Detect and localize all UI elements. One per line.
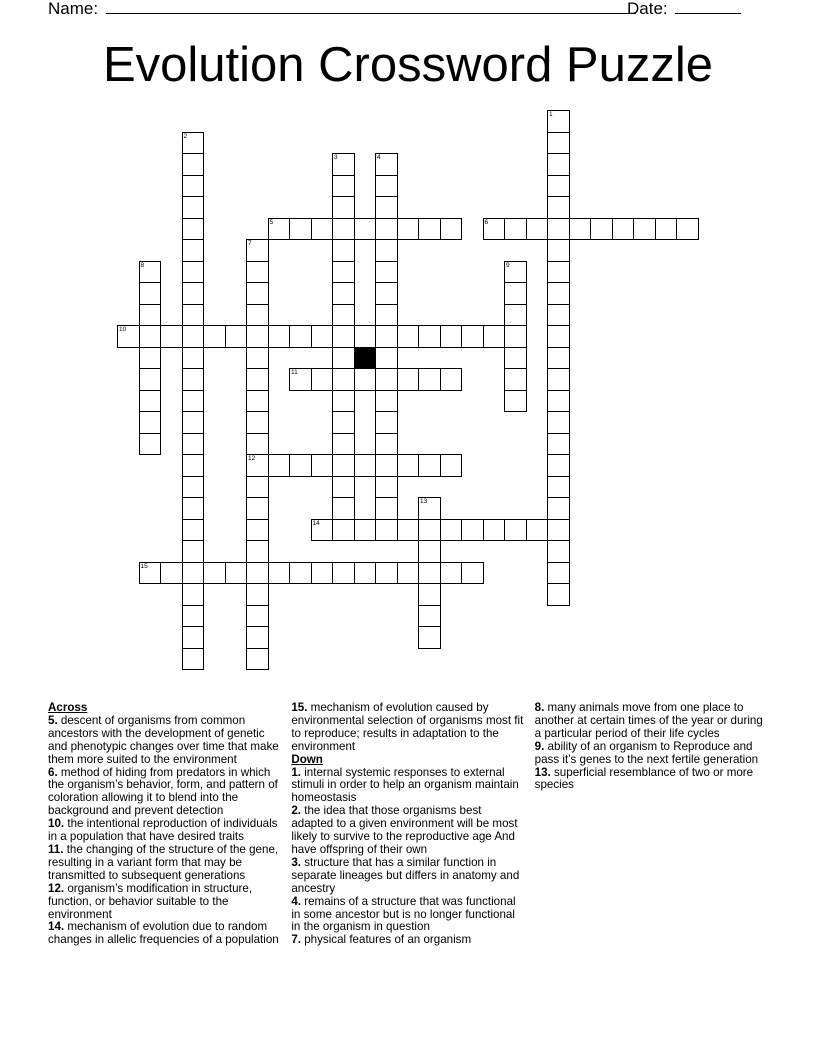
grid-cell[interactable] bbox=[225, 325, 248, 348]
grid-cell[interactable] bbox=[182, 540, 205, 563]
grid-cell[interactable] bbox=[375, 562, 398, 585]
clue-number: 15 bbox=[140, 562, 148, 570]
grid-cell[interactable] bbox=[246, 648, 269, 671]
clue-number: 9 bbox=[506, 261, 510, 269]
across-clue bbox=[48, 883, 281, 922]
grid-cell[interactable] bbox=[547, 411, 570, 434]
grid-cell[interactable] bbox=[332, 282, 355, 305]
grid-cell[interactable] bbox=[547, 540, 570, 563]
grid-cell[interactable] bbox=[182, 648, 205, 671]
grid-cell[interactable] bbox=[182, 626, 205, 649]
grid-cell[interactable] bbox=[397, 562, 420, 585]
grid-cell[interactable] bbox=[182, 433, 205, 456]
grid-cell[interactable] bbox=[182, 454, 205, 477]
clues-section bbox=[48, 702, 768, 962]
clue-number: 5. bbox=[48, 713, 58, 727]
clue-number: 4 bbox=[377, 154, 381, 161]
grid-cell[interactable] bbox=[182, 175, 205, 198]
grid-cell[interactable] bbox=[547, 218, 570, 241]
grid-cell[interactable] bbox=[182, 153, 205, 176]
grid-cell[interactable] bbox=[504, 261, 527, 284]
grid-cell[interactable] bbox=[504, 304, 527, 327]
grid-cell[interactable] bbox=[117, 325, 140, 348]
grid-cell[interactable] bbox=[375, 411, 398, 434]
grid-cell[interactable] bbox=[354, 562, 377, 585]
grid-cell[interactable] bbox=[547, 583, 570, 606]
clue-text: method of hiding from predators in which the organism’s behavior, form, and pattern of coloration allowing it to blend into the background and prevent detection bbox=[48, 765, 278, 818]
clue-number: 4. bbox=[291, 894, 301, 908]
grid-cell[interactable] bbox=[139, 390, 162, 413]
grid-cell[interactable] bbox=[139, 433, 162, 456]
grid-cell[interactable] bbox=[182, 261, 205, 284]
clue-number: 12. bbox=[48, 881, 65, 895]
grid-cell[interactable] bbox=[182, 304, 205, 327]
grid-cell[interactable] bbox=[418, 454, 441, 477]
grid-cell[interactable] bbox=[246, 454, 269, 477]
grid-cell[interactable] bbox=[418, 540, 441, 563]
grid-cell[interactable] bbox=[139, 347, 162, 370]
grid-cell[interactable] bbox=[547, 390, 570, 413]
clue-number: 8 bbox=[140, 261, 145, 269]
grid-cell[interactable] bbox=[246, 476, 269, 499]
grid-cell[interactable] bbox=[397, 454, 420, 477]
grid-cell[interactable] bbox=[182, 218, 205, 241]
grid-cell[interactable] bbox=[375, 325, 398, 348]
grid-cell[interactable] bbox=[139, 282, 162, 305]
grid-cell[interactable] bbox=[182, 476, 205, 499]
grid-cell[interactable] bbox=[375, 497, 398, 520]
grid-cell[interactable] bbox=[440, 562, 463, 585]
grid-cell[interactable] bbox=[547, 110, 570, 133]
grid-cell[interactable] bbox=[418, 497, 441, 520]
grid-cell[interactable] bbox=[504, 218, 527, 241]
grid-cell[interactable] bbox=[332, 519, 355, 542]
across-clue bbox=[48, 921, 281, 947]
grid-cell[interactable] bbox=[182, 605, 205, 628]
clue-text: internal systemic responses to external stimuli in order to help an organism maintain homeostasis bbox=[291, 765, 519, 805]
grid-cell[interactable] bbox=[332, 153, 355, 176]
down-clue bbox=[291, 896, 524, 935]
grid-cell[interactable] bbox=[375, 433, 398, 456]
grid-cell[interactable] bbox=[246, 411, 269, 434]
grid-cell[interactable] bbox=[354, 519, 377, 542]
grid-cell[interactable] bbox=[547, 282, 570, 305]
grid-cell[interactable] bbox=[547, 239, 570, 262]
across-clue bbox=[48, 818, 281, 844]
grid-cell[interactable] bbox=[547, 196, 570, 219]
grid-cell[interactable] bbox=[332, 497, 355, 520]
grid-cell[interactable] bbox=[547, 454, 570, 477]
grid-cell[interactable] bbox=[354, 325, 377, 348]
grid-cell[interactable] bbox=[440, 368, 463, 391]
grid-cell[interactable] bbox=[375, 175, 398, 198]
grid-cell[interactable] bbox=[418, 325, 441, 348]
clue-text: many animals move from one place to another at certain times of the year or during a particular period of their life cycles bbox=[534, 701, 763, 740]
grid-cell[interactable] bbox=[461, 325, 484, 348]
clue-number: 2. bbox=[291, 804, 301, 818]
down-clue bbox=[291, 767, 524, 806]
grid-cell[interactable] bbox=[246, 626, 269, 649]
grid-cell[interactable] bbox=[246, 282, 269, 305]
grid-cell[interactable] bbox=[547, 175, 570, 198]
grid-cell[interactable] bbox=[547, 153, 570, 176]
grid-cell[interactable] bbox=[289, 454, 312, 477]
grid-cell[interactable] bbox=[569, 218, 592, 241]
clue-number: 7. bbox=[291, 933, 301, 947]
grid-cell[interactable] bbox=[311, 325, 334, 348]
grid-cell[interactable] bbox=[418, 562, 441, 585]
grid-cell[interactable] bbox=[246, 605, 269, 628]
grid-cell[interactable] bbox=[418, 583, 441, 606]
grid-cell[interactable] bbox=[397, 325, 420, 348]
page-title: Evolution Crossword Puzzle bbox=[102, 38, 714, 92]
grid-cell[interactable] bbox=[160, 325, 183, 348]
grid-cell[interactable] bbox=[268, 325, 291, 348]
clue-text: the intentional reproduction of individuals in a population that have desired traits bbox=[48, 817, 278, 844]
clue-number: 13 bbox=[420, 498, 428, 505]
grid-cell[interactable] bbox=[375, 347, 398, 370]
grid-cell[interactable] bbox=[246, 540, 269, 563]
grid-cell[interactable] bbox=[332, 218, 355, 241]
clue-text: ability of an organism to Reproduce and pass it’s genes to the next fertile generation bbox=[534, 739, 759, 766]
across-clue bbox=[48, 767, 281, 819]
grid-cell[interactable] bbox=[547, 261, 570, 284]
clue-number: 14. bbox=[48, 920, 65, 934]
grid-cell[interactable] bbox=[375, 390, 398, 413]
grid-cell[interactable] bbox=[504, 325, 527, 348]
grid-cell[interactable] bbox=[182, 390, 205, 413]
grid-cell[interactable] bbox=[332, 239, 355, 262]
grid-cell[interactable] bbox=[311, 454, 334, 477]
grid-cell[interactable] bbox=[332, 433, 355, 456]
clue-text: structure that has a similar function in separate lineages but differs in anatomy and ancestry bbox=[291, 855, 520, 895]
clue-text: the idea that those organisms best adapted to a given environment will be most likely to survive to the reproductive age And have offspring of their own bbox=[291, 804, 518, 856]
date-label: Date: bbox=[627, 0, 668, 18]
grid-cell[interactable] bbox=[246, 304, 269, 327]
down-clue bbox=[291, 934, 524, 947]
clue-number: 3 bbox=[334, 154, 338, 161]
across-clue bbox=[48, 715, 281, 767]
clue-text: physical features of an organism bbox=[301, 933, 472, 947]
grid-cell[interactable] bbox=[547, 519, 570, 542]
clue-text: superficial resemblance of two or more species bbox=[534, 765, 754, 792]
grid-cell[interactable] bbox=[504, 282, 527, 305]
grid-cell[interactable] bbox=[246, 562, 269, 585]
grid-cell[interactable] bbox=[375, 218, 398, 241]
grid-cell[interactable] bbox=[139, 325, 162, 348]
clue-number: 11 bbox=[291, 369, 298, 376]
grid-cell[interactable] bbox=[418, 519, 441, 542]
grid-cell[interactable] bbox=[375, 454, 398, 477]
grid-cell[interactable] bbox=[182, 196, 205, 219]
grid-cell[interactable] bbox=[311, 368, 334, 391]
grid-cell[interactable] bbox=[268, 454, 291, 477]
grid-cell[interactable] bbox=[332, 304, 355, 327]
grid-cell[interactable] bbox=[289, 368, 312, 391]
grid-cell[interactable] bbox=[332, 347, 355, 370]
clue-number: 6 bbox=[484, 218, 489, 226]
clue-number: 8. bbox=[534, 701, 545, 714]
grid-cell[interactable] bbox=[440, 325, 463, 348]
grid-cell[interactable] bbox=[418, 218, 441, 241]
grid-cell[interactable] bbox=[504, 368, 527, 391]
grid-cell[interactable] bbox=[139, 562, 162, 585]
grid-cell[interactable] bbox=[483, 325, 506, 348]
grid-cell[interactable] bbox=[182, 583, 205, 606]
grid-cell[interactable] bbox=[246, 390, 269, 413]
grid-cell[interactable] bbox=[246, 261, 269, 284]
across-clue bbox=[48, 844, 281, 883]
grid-cell[interactable] bbox=[461, 562, 484, 585]
down-heading: Down bbox=[291, 752, 323, 766]
grid-cell[interactable] bbox=[203, 325, 226, 348]
grid-cell[interactable] bbox=[547, 304, 570, 327]
clue-number: 2 bbox=[183, 132, 188, 140]
grid-cell[interactable] bbox=[332, 390, 355, 413]
grid-cell[interactable] bbox=[289, 218, 312, 241]
grid-cell[interactable] bbox=[590, 218, 613, 241]
grid-cell[interactable] bbox=[332, 196, 355, 219]
grid-cell[interactable] bbox=[139, 368, 162, 391]
grid-cell[interactable] bbox=[289, 562, 312, 585]
grid-cell[interactable] bbox=[655, 218, 678, 241]
grid-cell[interactable] bbox=[311, 218, 334, 241]
clue-text: remains of a structure that was functional in some ancestor but is no longer functional in the organism in question bbox=[291, 894, 516, 934]
down-clue bbox=[535, 702, 768, 741]
grid-cell[interactable] bbox=[332, 476, 355, 499]
clue-number: 12 bbox=[248, 455, 256, 462]
grid-cell[interactable] bbox=[354, 218, 377, 241]
grid-cell[interactable] bbox=[483, 519, 506, 542]
grid-cell[interactable] bbox=[246, 519, 269, 542]
grid-cell[interactable] bbox=[139, 261, 162, 284]
clue-text: mechanism of evolution due to random changes in allelic frequencies of a population bbox=[48, 920, 279, 947]
down-clue bbox=[535, 767, 768, 793]
grid-cell[interactable] bbox=[246, 368, 269, 391]
grid-cell[interactable] bbox=[182, 325, 205, 348]
black-square bbox=[354, 347, 377, 370]
grid-cell[interactable] bbox=[418, 605, 441, 628]
grid-cell[interactable] bbox=[375, 282, 398, 305]
clue-number: 13. bbox=[534, 765, 551, 779]
grid-cell[interactable] bbox=[676, 218, 699, 241]
grid-cell[interactable] bbox=[182, 368, 205, 391]
grid-cell[interactable] bbox=[397, 218, 420, 241]
grid-cell[interactable] bbox=[397, 519, 420, 542]
clue-text: descent of organisms from common ancestors with the development of genetic and phenotypic changes over time that make them more suited to the environment bbox=[48, 713, 279, 766]
grid-cell[interactable] bbox=[418, 368, 441, 391]
grid-cell[interactable] bbox=[547, 476, 570, 499]
grid-cell[interactable] bbox=[332, 368, 355, 391]
grid-cell[interactable] bbox=[139, 304, 162, 327]
grid-cell[interactable] bbox=[375, 153, 398, 176]
clue-number: 9. bbox=[534, 739, 545, 753]
grid-cell[interactable] bbox=[461, 519, 484, 542]
grid-cell[interactable] bbox=[332, 325, 355, 348]
clue-number: 1 bbox=[549, 111, 553, 118]
grid-cell[interactable] bbox=[483, 218, 506, 241]
grid-cell[interactable] bbox=[547, 132, 570, 155]
grid-cell[interactable] bbox=[397, 368, 420, 391]
grid-cell[interactable] bbox=[268, 562, 291, 585]
grid-cell[interactable] bbox=[311, 562, 334, 585]
grid-cell[interactable] bbox=[440, 454, 463, 477]
grid-cell[interactable] bbox=[246, 433, 269, 456]
grid-cell[interactable] bbox=[182, 347, 205, 370]
grid-cell[interactable] bbox=[418, 626, 441, 649]
grid-cell[interactable] bbox=[182, 497, 205, 520]
grid-cell[interactable] bbox=[354, 368, 377, 391]
grid-cell[interactable] bbox=[440, 218, 463, 241]
clue-number: 14 bbox=[312, 519, 320, 527]
grid-cell[interactable] bbox=[547, 433, 570, 456]
clue-number: 10 bbox=[119, 326, 127, 333]
grid-cell[interactable] bbox=[332, 562, 355, 585]
grid-cell[interactable] bbox=[526, 218, 549, 241]
grid-cell[interactable] bbox=[139, 411, 162, 434]
clue-number: 1. bbox=[291, 765, 301, 779]
grid-cell[interactable] bbox=[311, 519, 334, 542]
grid-cell[interactable] bbox=[633, 218, 656, 241]
grid-cell[interactable] bbox=[332, 175, 355, 198]
grid-cell[interactable] bbox=[547, 562, 570, 585]
grid-cell[interactable] bbox=[268, 218, 291, 241]
grid-cell[interactable] bbox=[375, 476, 398, 499]
grid-cell[interactable] bbox=[182, 519, 205, 542]
clue-text: organism’s modification in structure, function, or behavior suitable to the environment bbox=[48, 881, 253, 921]
grid-cell[interactable] bbox=[375, 519, 398, 542]
grid-cell[interactable] bbox=[182, 562, 205, 585]
grid-cell[interactable] bbox=[504, 347, 527, 370]
grid-cell[interactable] bbox=[182, 282, 205, 305]
grid-cell[interactable] bbox=[160, 562, 183, 585]
down-clue bbox=[291, 805, 524, 857]
grid-cell[interactable] bbox=[182, 411, 205, 434]
down-clue bbox=[535, 741, 768, 767]
grid-cell[interactable] bbox=[246, 325, 269, 348]
grid-cell[interactable] bbox=[375, 304, 398, 327]
grid-cell[interactable] bbox=[225, 562, 248, 585]
grid-cell[interactable] bbox=[246, 347, 269, 370]
grid-cell[interactable] bbox=[332, 454, 355, 477]
clue-text: the changing of the structure of the gene, resulting in a variant form that may be transmitted to subsequent generations bbox=[48, 842, 279, 882]
grid-cell[interactable] bbox=[182, 239, 205, 262]
clue-number: 11. bbox=[48, 842, 64, 856]
grid-cell[interactable] bbox=[203, 562, 226, 585]
grid-cell[interactable] bbox=[332, 261, 355, 284]
clue-number: 15. bbox=[291, 701, 308, 714]
across-clue bbox=[291, 702, 524, 754]
grid-cell[interactable] bbox=[547, 347, 570, 370]
grid-cell[interactable] bbox=[375, 196, 398, 219]
grid-cell[interactable] bbox=[354, 454, 377, 477]
grid-cell[interactable] bbox=[289, 325, 312, 348]
grid-cell[interactable] bbox=[526, 519, 549, 542]
clue-number: 3. bbox=[291, 855, 301, 869]
clue-number: 5 bbox=[269, 218, 274, 226]
grid-cell[interactable] bbox=[375, 239, 398, 262]
grid-cell[interactable] bbox=[246, 583, 269, 606]
grid-cell[interactable] bbox=[547, 497, 570, 520]
grid-cell[interactable] bbox=[612, 218, 635, 241]
down-clue bbox=[291, 857, 524, 896]
name-label: Name: bbox=[48, 0, 99, 18]
across-heading: Across bbox=[48, 701, 88, 714]
clue-number: 10. bbox=[48, 817, 65, 831]
grid-cell[interactable] bbox=[332, 411, 355, 434]
grid-cell[interactable] bbox=[440, 519, 463, 542]
grid-cell[interactable] bbox=[375, 261, 398, 284]
grid-cell[interactable] bbox=[547, 368, 570, 391]
grid-cell[interactable] bbox=[375, 368, 398, 391]
clue-number: 7 bbox=[248, 240, 252, 247]
grid-cell[interactable] bbox=[504, 390, 527, 413]
grid-cell[interactable] bbox=[547, 325, 570, 348]
grid-cell[interactable] bbox=[246, 497, 269, 520]
grid-cell[interactable] bbox=[504, 519, 527, 542]
grid-cell[interactable] bbox=[182, 132, 205, 155]
clue-text: mechanism of evolution caused by environmental selection of organisms most fit to reproduce; results in adaptation to the environment bbox=[291, 701, 524, 753]
clue-number: 6. bbox=[48, 765, 58, 779]
grid-cell[interactable] bbox=[246, 239, 269, 262]
